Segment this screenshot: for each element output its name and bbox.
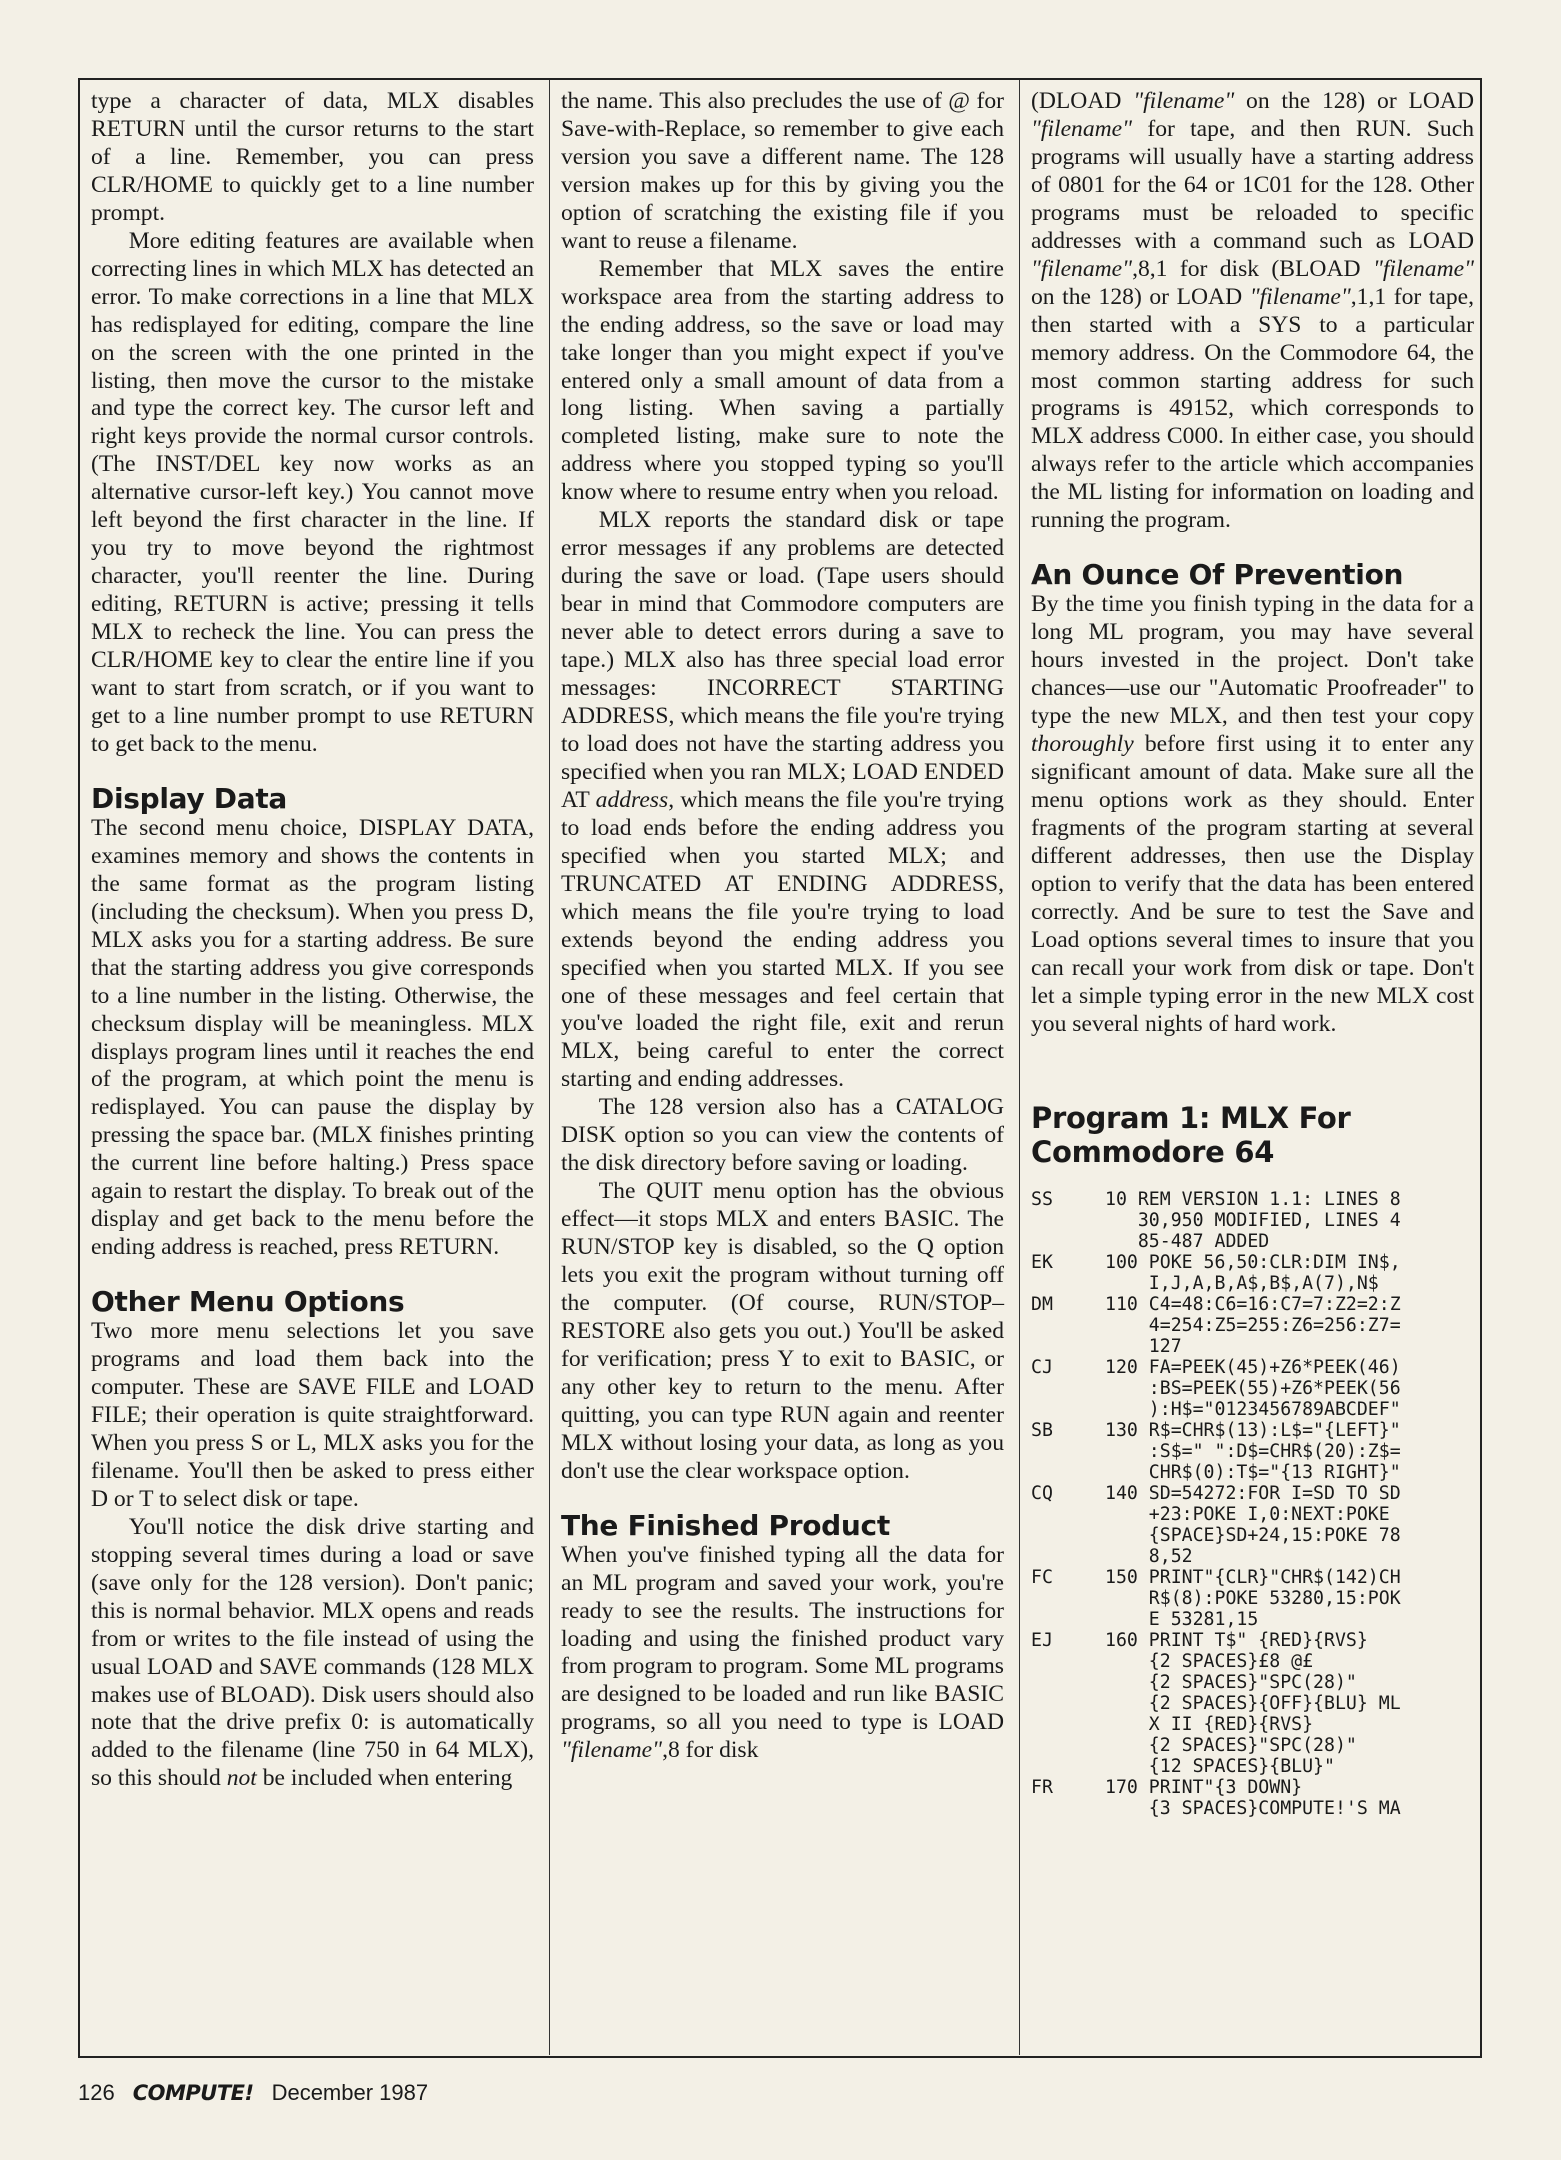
paragraph: The QUIT menu option has the obvious effect—it stops MLX and enters BASIC. The RUN/STOP key is disabled, so the Q option lets you exit the program without turning off the computer. (Of course, RUN/STOP–RESTORE also gets you out.) You'll be asked for verification; press Y to exit to BASIC, or any other key to return to the menu. After quitting, you can type RUN again and reenter MLX without losing your data, as long as you don't use the clear workspace option. <box>561 1178 1004 1484</box>
checksum: CJ <box>1031 1356 1053 1378</box>
column-1 <box>91 88 534 1793</box>
paragraph: The 128 version also has a CATALOG DISK option so you can view the contents of the disk directory before saving or loading. <box>561 1094 1004 1177</box>
paragraph: By the time you finish typing in the data for a long ML program, you may have several hours invested in the project. Don't take chances—use our "Automatic Proofreader" to type the new MLX, and then test your copy thoroughly before first using it to enter any significant amount of data. Make sure all the menu options work as they should. Enter fragments of the program starting at several different addresses, then use the Display option to verify that the data has been entered correctly. And be sure to test the Save and Load options several times to insure that you can recall your work from disk or tape. Don't let a simple typing error in the new MLX cost you several nights of hard work. <box>1031 591 1474 1037</box>
heading-program-listing: Program 1: MLX For Commodore 64 <box>1031 1100 1351 1169</box>
listing-line <box>1031 1189 1474 1252</box>
listing-line <box>1031 1630 1474 1777</box>
column-rule <box>1019 80 1020 2055</box>
checksum: SS <box>1031 1188 1053 1210</box>
page-number: 126 <box>78 2080 115 2105</box>
code: 10 REM VERSION 1.1: LINES 8 30,950 MODIFIED, LINES 4 85-487 ADDED <box>1105 1188 1401 1252</box>
column-3 <box>1031 88 1474 1819</box>
paragraph: (DLOAD "filename" on the 128) or LOAD "filename" for tape, and then RUN. Such programs will usually have a starting address of 0801 for the 64 or 1C01 for the 128. Other programs must be reloaded to specific addresses with a command such as LOAD "filename",8,1 for disk (BLOAD "filename" on the 128) or LOAD "filename",1,1 for tape, then started with a SYS to a particular memory address. On the Commodore 64, the most common starting address for such programs is 49152, which corresponds to MLX address C000. In either case, you should always refer to the article which accompanies the ML listing for information on loading and running the program. <box>1031 88 1474 534</box>
code: 170 PRINT"{3 DOWN} {3 SPACES}COMPUTE!'S MA <box>1105 1776 1401 1819</box>
listing-line <box>1031 1420 1474 1483</box>
code: 100 POKE 56,50:CLR:DIM IN$, I,J,A,B,A$,B$,A(7),N$ <box>1105 1251 1401 1294</box>
paragraph: type a character of data, MLX disables RETURN until the cursor returns to the start of a line. Remember, you can press CLR/HOME to quickly get to a line number prompt. <box>91 88 534 226</box>
column-2 <box>561 88 1004 1765</box>
issue-date: December 1987 <box>271 2080 429 2105</box>
paragraph: the name. This also precludes the use of @ for Save-with-Replace, so remember to give each version you save a different name. The 128 version makes up for this by giving you the option of scratching the existing file if you want to reuse a filename. <box>561 88 1004 254</box>
paragraph: Remember that MLX saves the entire workspace area from the starting address to the ending address, so the save or load may take longer than you might expect if you've entered only a small amount of data from a long listing. When saving a partially completed listing, make sure to note the address where you stopped typing so you'll know where to resume entry when you reload. <box>561 255 1004 506</box>
listing-line <box>1031 1567 1474 1630</box>
program-listing <box>1031 1189 1474 1819</box>
heading-ounce-of-prevention: An Ounce Of Prevention <box>1031 558 1404 592</box>
listing-line <box>1031 1483 1474 1567</box>
heading-display-data: Display Data <box>91 781 287 815</box>
paragraph: When you've finished typing all the data for an ML program and saved your work, you're ready to see the results. The instructions for loading and using the finished product vary from program to program. Some ML programs are designed to be loaded and run like BASIC programs, so all you need to type is LOAD "filename",8 for disk <box>561 1541 1004 1764</box>
paragraph: MLX reports the standard disk or tape error messages if any problems are detected during the save or load. (Tape users should bear in mind that Commodore computers are never able to detect errors during a save to tape.) MLX also has three special load error messages: INCORRECT STARTING ADDRESS, which means the file you're trying to load does not have the starting address you specified when you ran MLX; LOAD ENDED AT address, which means the file you're trying to load ends before the ending address you specified when you started MLX; and TRUNCATED AT ENDING ADDRESS, which means the file you're trying to load extends beyond the ending address you specified when you started MLX. If you see one of these messages and feel certain that you've loaded the right file, exit and rerun MLX, being careful to enter the correct starting and ending addresses. <box>561 507 1004 1093</box>
checksum: EJ <box>1031 1629 1053 1651</box>
code: 120 FA=PEEK(45)+Z6*PEEK(46) :BS=PEEK(55)+Z6*PEEK(56 ):H$="0123456789ABCDEF" <box>1105 1356 1401 1420</box>
heading-other-menu-options: Other Menu Options <box>91 1285 405 1319</box>
magazine-name: COMPUTE! <box>132 2081 254 2105</box>
checksum: SB <box>1031 1419 1053 1441</box>
checksum: FR <box>1031 1776 1053 1798</box>
paragraph: You'll notice the disk drive starting and stopping several times during a load or save (save only for the 128 version). Don't panic; this is normal behavior. MLX opens and reads from or writes to the file instead of using the usual LOAD and SAVE commands (128 MLX makes use of BLOAD). Disk users should also note that the drive prefix 0: is automatically added to the filename (line 750 in 64 MLX), so this should not be included when entering <box>91 1513 534 1792</box>
listing-line <box>1031 1294 1474 1357</box>
code: 130 R$=CHR$(13):L$="{LEFT}" :S$=" ":D$=CHR$(20):Z$= CHR$(0):T$="{13 RIGHT}" <box>1105 1419 1401 1483</box>
code: 150 PRINT"{CLR}"CHR$(142)CH R$(8):POKE 53280,15:POK E 53281,15 <box>1105 1566 1401 1630</box>
paragraph: Two more menu selections let you save programs and load them back into the computer. These are SAVE FILE and LOAD FILE; their operation is quite straightforward. When you press S or L, MLX asks you for the filename. You'll then be asked to press either D or T to select disk or tape. <box>91 1318 534 1512</box>
heading-finished-product: The Finished Product <box>561 1508 890 1542</box>
checksum: EK <box>1031 1251 1053 1273</box>
checksum: CQ <box>1031 1482 1053 1504</box>
paragraph: The second menu choice, DISPLAY DATA, examines memory and shows the contents in the same format as the program listing (including the checksum). When you press D, MLX asks you for a starting address. Be sure that the starting address you give corresponds to a line number in the listing. Otherwise, the checksum display will be meaningless. MLX displays program lines until it reaches the end of the program, at which point the menu is redisplayed. You can pause the display by pressing the space bar. (MLX finishes printing the current line before halting.) Press space again to restart the display. To break out of the display and get back to the menu before the ending address is reached, press RETURN. <box>91 814 534 1261</box>
checksum: DM <box>1031 1293 1053 1315</box>
listing-line <box>1031 1777 1474 1819</box>
page-footer <box>78 2080 428 2106</box>
column-rule <box>549 80 550 2055</box>
paragraph: More editing features are available when correcting lines in which MLX has detected an error. To make corrections in a line that MLX has redisplayed for editing, compare the line on the screen with the one printed in the listing, then move the cursor to the mistake and type the correct key. The cursor left and right keys provide the normal cursor controls. (The INST/DEL key now works as an alternative cursor-left key.) You cannot move left beyond the first character in the line. If you try to move beyond the rightmost character, you'll reenter the line. During editing, RETURN is active; pressing it tells MLX to recheck the line. You can press the CLR/HOME key to clear the entire line if you want to start from scratch, or if you want to get to a line number prompt to use RETURN to get back to the menu. <box>91 227 534 757</box>
code: 140 SD=54272:FOR I=SD TO SD +23:POKE I,0:NEXT:POKE {SPACE}SD+24,15:POKE 78 8,52 <box>1105 1482 1401 1567</box>
code: 160 PRINT T$" {RED}{RVS} {2 SPACES}£8 @£ {2 SPACES}"SPC(28)" {2 SPACES}{OFF}{BLU} ML X II {RED}{RVS} {2 SPACES}"SPC(28)" {12 SPACES}{BLU}" <box>1105 1629 1401 1777</box>
checksum: FC <box>1031 1566 1053 1588</box>
code: 110 C4=48:C6=16:C7=7:Z2=2:Z 4=254:Z5=255:Z6=256:Z7= 127 <box>1105 1293 1401 1357</box>
listing-line <box>1031 1357 1474 1420</box>
listing-line <box>1031 1252 1474 1294</box>
